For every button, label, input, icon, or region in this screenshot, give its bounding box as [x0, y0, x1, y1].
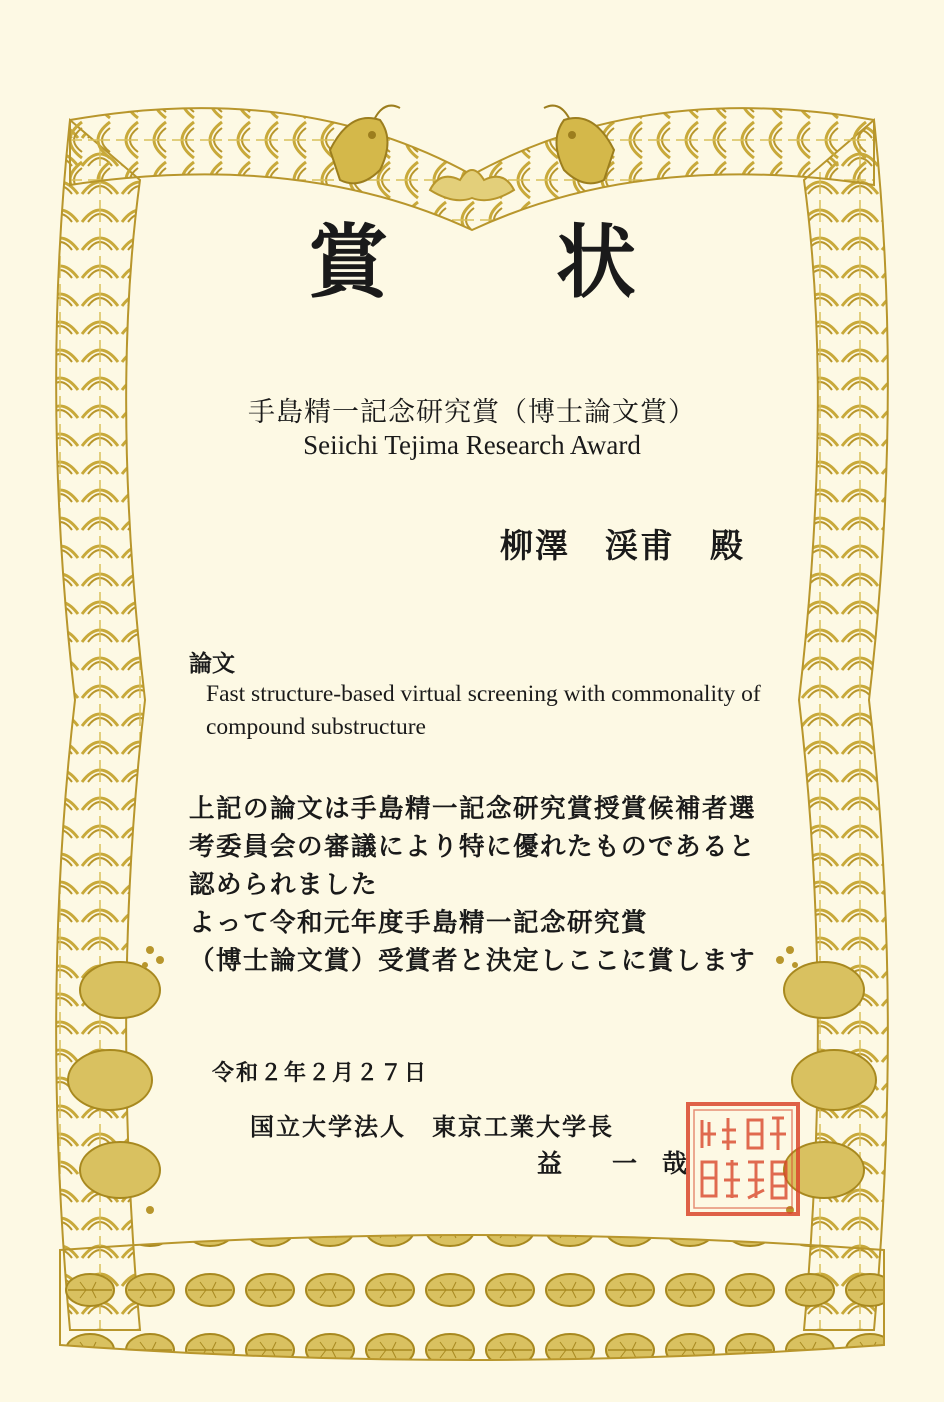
award-name-japanese: 手島精一記念研究賞（博士論文賞） — [248, 397, 696, 428]
citation-line: よって令和元年度手島精一記念研究賞 — [189, 908, 649, 938]
paper-label: 論文 — [189, 650, 235, 677]
citation-line: 上記の論文は手島精一記念研究賞授賞候補者選 — [189, 794, 757, 824]
citation-line: 認められました — [189, 870, 379, 900]
certificate-title: 賞 状 — [308, 215, 706, 309]
citation-text — [189, 790, 756, 980]
paper-title: Fast structure-based virtual screening with commonality of compound substructure — [206, 681, 761, 740]
award-date: 令和２年２月２７日 — [212, 1060, 429, 1086]
president-name: 益 一 哉 — [537, 1149, 688, 1178]
citation-line: 考委員会の審議により特に優れたものであると — [189, 832, 757, 862]
citation-line: （博士論文賞）受賞者と決定しここに賞します — [189, 946, 757, 976]
issuing-organization: 国立大学法人 東京工業大学長 — [250, 1112, 614, 1141]
award-name-english: Seiichi Tejima Research Award — [303, 430, 641, 460]
recipient-name: 柳澤 渓甫 殿 — [500, 526, 745, 565]
official-seal-icon — [684, 1100, 802, 1218]
